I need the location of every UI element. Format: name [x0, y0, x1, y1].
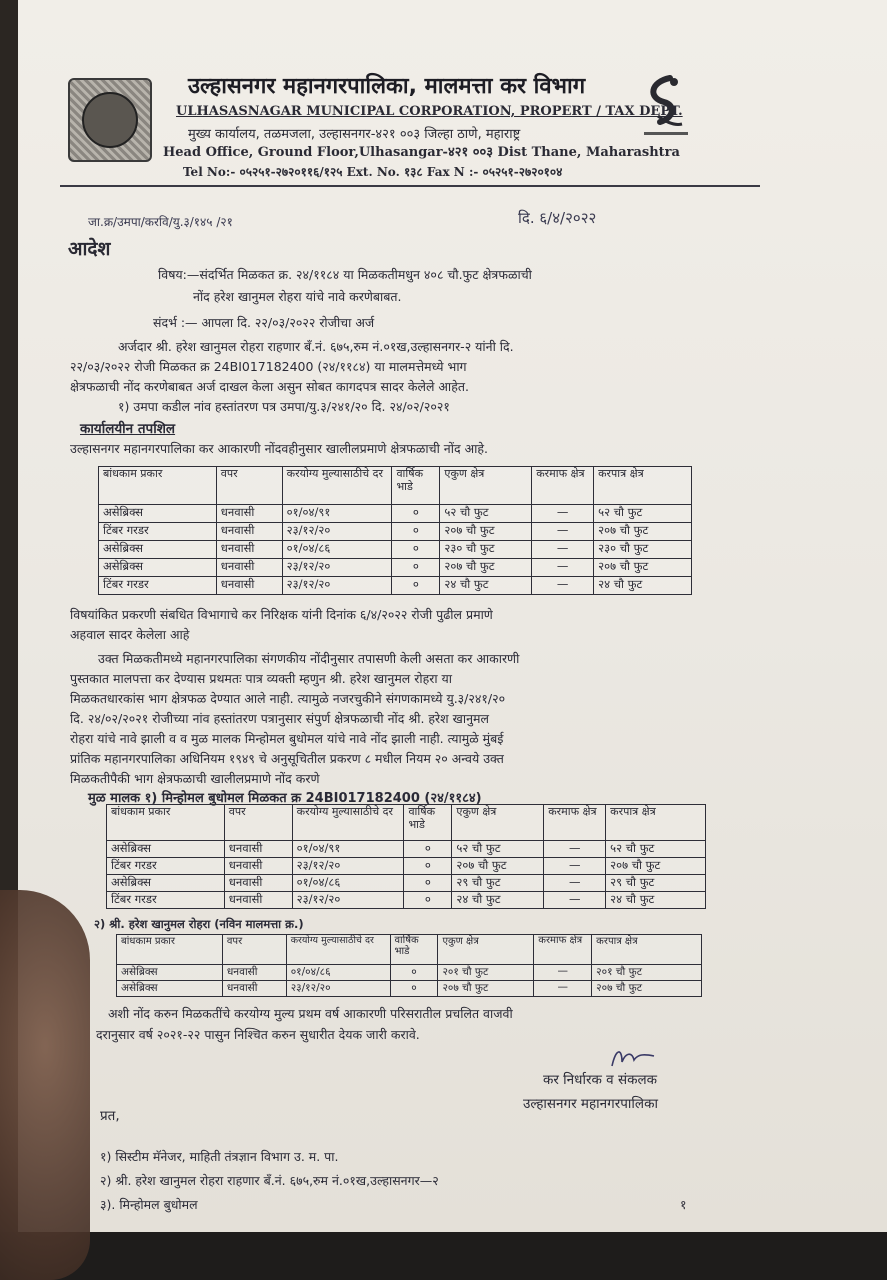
owner2-heading: २) श्री. हरेश खानुमल रोहरा (नविन मालमत्ता क्र.) — [94, 917, 304, 931]
cell-taxable: २०७ चौ फुट — [606, 858, 706, 875]
cell-exempt: — — [532, 577, 594, 595]
cell-taxable: २४ चौ फुट — [594, 577, 692, 595]
th-total-area: एकुण क्षेत्र — [440, 467, 532, 505]
para1-line-1: अर्जदार श्री. हरेश खानुमल रोहरा राहणार बॅं.नं. ६७५,रुम नं.०१ख,उल्हासनगर-२ यांनी दि. — [118, 339, 514, 354]
th-construction-type: बांधकाम प्रकार — [117, 935, 223, 965]
cell-type: टिंबर गरडर — [107, 892, 225, 909]
para2-line-1: विषयांकित प्रकरणी संबधित विभागाचे कर निरिक्षक यांनी दिनांक ६/४/२०२२ रोजी पुढील प्रमाणे — [70, 607, 493, 622]
cell-date: ०१/०४/८६ — [292, 875, 404, 892]
th-rateable-date: करयोग्य मुल्यासाठीचे दर — [292, 805, 404, 841]
th-annual-rent: वार्षिक भाडे — [404, 805, 452, 841]
th-total-area: एकुण क्षेत्र — [452, 805, 544, 841]
para3-line-6: प्रांतिक महानगरपालिका अधिनियम १९४९ चे अनुसूचितील प्रकरण ८ मधील नियम २० अन्वये उक्त — [70, 751, 504, 766]
th-usage: वपर — [216, 467, 282, 505]
para3-line-3: मिळकतधारकांस भाग क्षेत्रफळ देण्यात आले नाही. त्यामुळे नजरचुकीने संगणकामध्ये यु.३/२४१/२० — [70, 691, 506, 706]
table-row — [99, 523, 692, 541]
thumb-shadow — [0, 890, 90, 1280]
cell-area: २४ चौ फुट — [440, 577, 532, 595]
cell-rent: ० — [392, 541, 440, 559]
cell-date: ०१/०४/९१ — [292, 841, 404, 858]
cell-area: २९ चौ फुट — [452, 875, 544, 892]
subject-line-2: नोंद हरेश खानुमल रोहरा यांचे नावे करणेबाबत. — [193, 289, 402, 304]
cell-area: ५२ चौ फुट — [452, 841, 544, 858]
table-row — [117, 981, 702, 997]
signature-designation: कर निर्धारक व संकलक — [543, 1072, 657, 1088]
cell-type: असेब्रिक्स — [107, 841, 225, 858]
background-surface — [0, 1232, 887, 1280]
cell-date: २३/१२/२० — [282, 577, 392, 595]
area-table-new-owner — [116, 934, 702, 997]
para2-line-2: अहवाल सादर केलेला आहे — [70, 627, 190, 642]
th-exempt-area: करमाफ क्षेत्र — [532, 467, 594, 505]
subject-line-1: विषय:—संदर्भित मिळकत क्र. २४/११८४ या मिळकतीमधुन ४०८ चौ.फुट क्षेत्रफळाची — [158, 267, 532, 282]
table-row — [99, 541, 692, 559]
th-rateable-date: करयोग्य मुल्यासाठीचे दर — [286, 935, 390, 965]
copy-item-3: ३). मिन्होमल बुधोमल — [100, 1197, 198, 1212]
area-table-existing — [98, 466, 692, 595]
th-rateable-date: करयोग्य मुल्यासाठीचे दर — [282, 467, 392, 505]
th-taxable-area: करपात्र क्षेत्र — [592, 935, 702, 965]
cell-exempt: — — [532, 541, 594, 559]
table-row — [99, 505, 692, 523]
cell-date: २३/१२/२० — [282, 523, 392, 541]
th-annual-rent: वार्षिक भाडे — [392, 467, 440, 505]
cell-date: २३/१२/२० — [282, 559, 392, 577]
th-taxable-area: करपात्र क्षेत्र — [594, 467, 692, 505]
cell-rent: ० — [404, 875, 452, 892]
cell-exempt: — — [544, 858, 606, 875]
cell-date: ०१/०४/८६ — [286, 965, 390, 981]
cell-date: २३/१२/२० — [286, 981, 390, 997]
header-address-english: Head Office, Ground Floor,Ulhasangar-४२१ ००३ Dist Thane, Maharashtra — [163, 145, 680, 160]
cell-exempt: — — [532, 523, 594, 541]
cell-rent: ० — [392, 523, 440, 541]
table-row — [107, 858, 706, 875]
cell-use: धनवासी — [224, 875, 292, 892]
cell-area: २४ चौ फुट — [452, 892, 544, 909]
cell-use: धनवासी — [222, 981, 286, 997]
para1-line-4: १) उमपा कडील नांव हस्तांतरण पत्र उमपा/यु.३/२४१/२० दि. २४/०२/२०२१ — [118, 399, 450, 414]
cell-use: धनवासी — [216, 541, 282, 559]
cell-area: २०१ चौ फुट — [438, 965, 534, 981]
header-address-marathi: मुख्य कार्यालय, तळमजला, उल्हासनगर-४२१ ००३ जिल्हा ठाणे, महाराष्ट्र — [188, 127, 521, 142]
para3-line-7: मिळकतीपैकी भाग क्षेत्रफळाची खालीलप्रमाणे नोंद करणे — [70, 771, 320, 786]
cell-rent: ० — [392, 559, 440, 577]
header-title-english: ULHASASNAGAR MUNICIPAL CORPORATION, PROPERT / TAX DEPT. — [176, 104, 683, 119]
cell-exempt: — — [532, 505, 594, 523]
cell-type: असेब्रिक्स — [117, 965, 223, 981]
cell-exempt: — — [544, 892, 606, 909]
para3-line-2: पुस्तकात मालपत्ता कर देण्यास प्रथमतः पात्र व्यक्ती म्हणुन श्री. हरेश खानुमल रोहरा या — [70, 671, 453, 686]
cell-taxable: २०७ चौ फुट — [592, 981, 702, 997]
cell-exempt: — — [532, 559, 594, 577]
cell-taxable: २०१ चौ फुट — [592, 965, 702, 981]
reference-line: संदर्भ :— आपला दि. २२/०३/२०२२ रोजीचा अर्ज — [153, 315, 375, 330]
copy-item-2: २) श्री. हरेश खानुमल रोहरा राहणार बॅं.नं. ६७५,रुम नं.०१ख,उल्हासनगर—२ — [100, 1173, 439, 1188]
cell-taxable: २०७ चौ फुट — [594, 523, 692, 541]
th-usage: वपर — [222, 935, 286, 965]
municipal-seal-logo — [68, 78, 152, 162]
cell-rent: ० — [404, 841, 452, 858]
table-row — [107, 892, 706, 909]
th-construction-type: बांधकाम प्रकार — [107, 805, 225, 841]
page-number: १ — [680, 1197, 687, 1212]
cell-exempt: — — [534, 965, 592, 981]
cell-rent: ० — [392, 577, 440, 595]
cell-date: ०१/०४/९१ — [282, 505, 392, 523]
cell-rent: ० — [392, 505, 440, 523]
cell-area: २०७ चौ फुट — [452, 858, 544, 875]
header-title-marathi: उल्हासनगर महानगरपालिका, मालमत्ता कर विभाग — [188, 74, 586, 99]
cell-rent: ० — [390, 981, 438, 997]
cell-rent: ० — [404, 858, 452, 875]
cell-use: धनवासी — [222, 965, 286, 981]
cell-exempt: — — [534, 981, 592, 997]
cell-taxable: २४ चौ फुट — [606, 892, 706, 909]
cell-use: धनवासी — [224, 892, 292, 909]
th-exempt-area: करमाफ क्षेत्र — [534, 935, 592, 965]
para3-line-4: दि. २४/०२/२०२१ रोजीच्या नांव हस्तांतरण पत्रानुसार संपुर्ण क्षेत्रफळाची नोंद श्री. हरेश खानुमल — [70, 711, 489, 726]
cell-area: २०७ चौ फुट — [440, 523, 532, 541]
copy-item-1: १) सिस्टीम मॅनेजर, माहिती तंत्रज्ञान विभाग उ. म. पा. — [100, 1149, 339, 1164]
cell-type: असेब्रिक्स — [99, 559, 217, 577]
cell-area: ५२ चौ फुट — [440, 505, 532, 523]
cell-use: धनवासी — [224, 858, 292, 875]
table-row — [117, 965, 702, 981]
cell-taxable: २३० चौ फुट — [594, 541, 692, 559]
th-usage: वपर — [224, 805, 292, 841]
reference-number: जा.क्र/उमपा/करवि/यु.३/१४५ /२१ — [88, 215, 233, 229]
order-date: दि. ६/४/२०२२ — [518, 209, 597, 227]
table-row — [99, 577, 692, 595]
th-total-area: एकुण क्षेत्र — [438, 935, 534, 965]
para4-line-1: अशी नोंद करुन मिळकतींचे करयोग्य मुल्य प्रथम वर्ष आकारणी परिसरातील प्रचलित वाजवी — [108, 1006, 513, 1021]
cell-taxable: २०७ चौ फुट — [594, 559, 692, 577]
area-table-original-owner — [106, 804, 706, 909]
cell-area: २०७ चौ फुट — [438, 981, 534, 997]
table-row — [99, 559, 692, 577]
owner1-heading: मुळ मालक १) मिन्होमल बुधोमल मिळकत क्र 24BI017182400 (२४/११८४) — [88, 791, 482, 806]
cell-use: धनवासी — [224, 841, 292, 858]
cell-taxable: ५२ चौ फुट — [606, 841, 706, 858]
cell-exempt: — — [544, 841, 606, 858]
cell-area: २३० चौ फुट — [440, 541, 532, 559]
th-construction-type: बांधकाम प्रकार — [99, 467, 217, 505]
signature-scribble — [608, 1046, 658, 1072]
header-telephone: Tel No:- ०५२५१-२७२०११६/१२५ Ext. No. १३८ Fax N :- ०५२५१-२७२०१०४ — [183, 165, 563, 179]
cell-taxable: ५२ चौ फुट — [594, 505, 692, 523]
para4-line-2: दरानुसार वर्ष २०२१-२२ पासुन निश्चित करुन सुधारीत देयक जारी करावे. — [96, 1027, 420, 1042]
cell-type: टिंबर गरडर — [99, 577, 217, 595]
cell-type: असेब्रिक्स — [107, 875, 225, 892]
signature-organisation: उल्हासनगर महानगरपालिका — [523, 1096, 658, 1112]
th-exempt-area: करमाफ क्षेत्र — [544, 805, 606, 841]
cell-use: धनवासी — [216, 505, 282, 523]
para3-line-1: उक्त मिळकतीमध्ये महानगरपालिका संगणकीय नोंदीनुसार तपासणी केली असता कर आकारणी — [98, 651, 520, 666]
intro-line: उल्हासनगर महानगरपालिका कर आकारणी नोंदवहीनुसार खालीलप्रमाणे क्षेत्रफळाची नोंद आहे. — [70, 441, 488, 456]
cell-date: २३/१२/२० — [292, 892, 404, 909]
cell-type: टिंबर गरडर — [107, 858, 225, 875]
table-row — [107, 875, 706, 892]
copy-to-label: प्रत, — [100, 1108, 120, 1124]
para1-line-3: क्षेत्रफळाची नोंद करणेबाबत अर्ज दाखल केला असुन सोबत कागदपत्र सादर केलेले आहेत. — [70, 379, 469, 394]
cell-type: असेब्रिक्स — [99, 541, 217, 559]
cell-area: २०७ चौ फुट — [440, 559, 532, 577]
order-title: आदेश — [68, 238, 111, 260]
cell-rent: ० — [390, 965, 438, 981]
cell-type: असेब्रिक्स — [117, 981, 223, 997]
para3-line-5: रोहरा यांचे नावे झाली व व मुळ मालक मिन्होमल बुधोमल यांचे नावे नोंद झाली नाही. त्यामुळे मुंबई — [70, 731, 504, 746]
cell-date: २३/१२/२० — [292, 858, 404, 875]
cell-use: धनवासी — [216, 559, 282, 577]
cell-taxable: २९ चौ फुट — [606, 875, 706, 892]
document-page — [18, 0, 887, 1240]
office-inspection-heading: कार्यालयीन तपशिल — [80, 421, 176, 437]
header-divider — [60, 185, 760, 187]
cell-rent: ० — [404, 892, 452, 909]
table-row — [107, 841, 706, 858]
th-annual-rent: वार्षिक भाडे — [390, 935, 438, 965]
cell-type: असेब्रिक्स — [99, 505, 217, 523]
cell-use: धनवासी — [216, 523, 282, 541]
cell-date: ०१/०४/८६ — [282, 541, 392, 559]
th-taxable-area: करपात्र क्षेत्र — [606, 805, 706, 841]
cell-use: धनवासी — [216, 577, 282, 595]
cell-type: टिंबर गरडर — [99, 523, 217, 541]
cell-exempt: — — [544, 875, 606, 892]
para1-line-2: २२/०३/२०२२ रोजी मिळकत क्र 24BI017182400 (२४/११८४) या मालमत्तेमध्ये भाग — [70, 359, 467, 374]
